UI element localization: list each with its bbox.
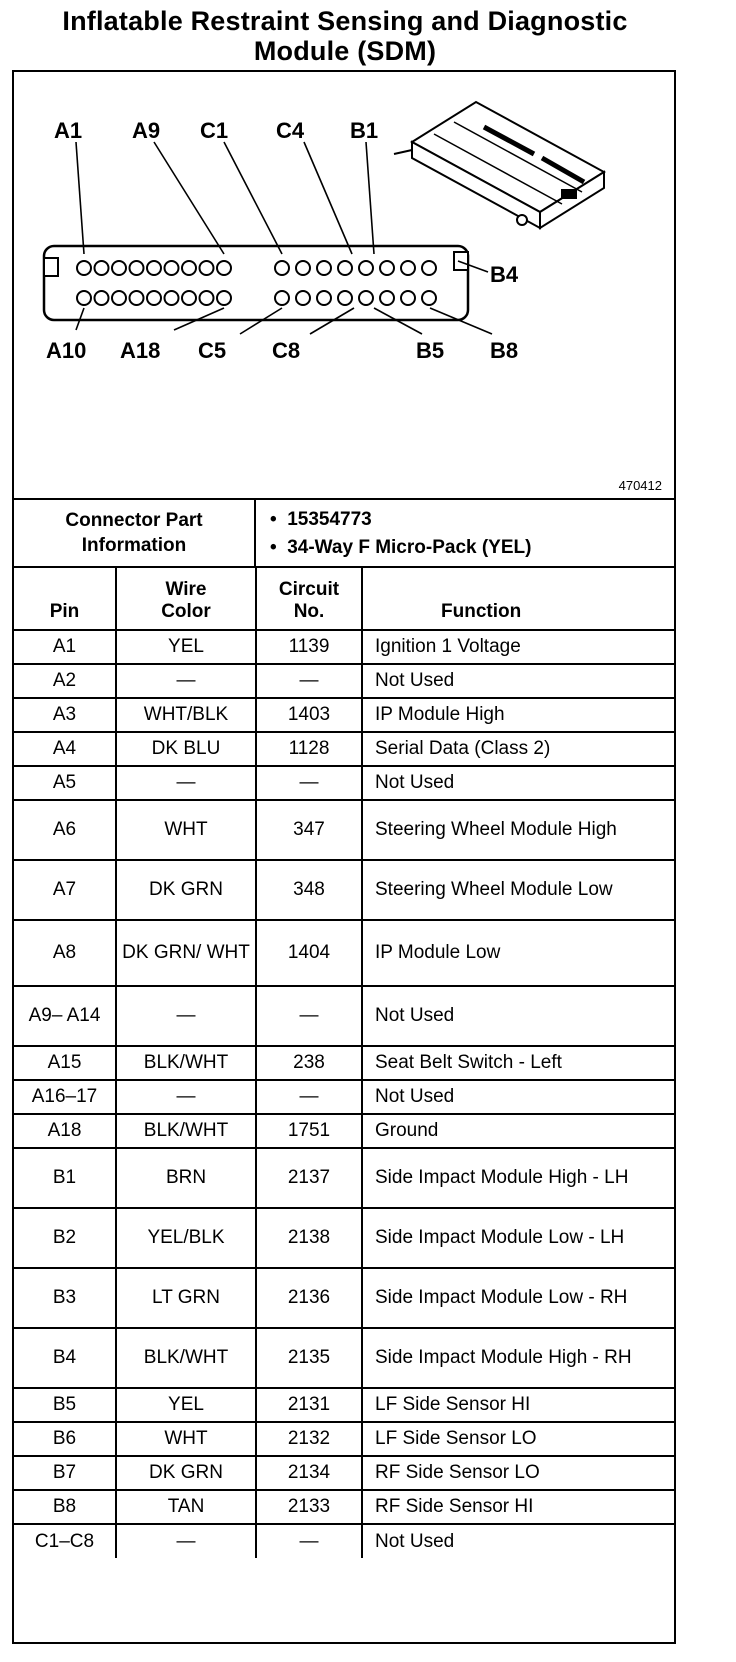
- function-cell: Side Impact Module Low - RH: [362, 1268, 674, 1328]
- pin-hole: [147, 291, 161, 305]
- wire-color-cell: DK BLU: [116, 732, 256, 766]
- pin-hole: [380, 261, 394, 275]
- pin-hole: [130, 291, 144, 305]
- label-c1: C1: [200, 118, 229, 143]
- pin-hole: [77, 261, 91, 275]
- wire-color-cell: YEL/BLK: [116, 1208, 256, 1268]
- function-cell: Ignition 1 Voltage: [362, 630, 674, 664]
- circuit-cell: 2138: [256, 1208, 362, 1268]
- table-row: [14, 664, 674, 698]
- header-wire-color: Wire Color: [116, 568, 256, 630]
- pin-cell: B1: [14, 1148, 116, 1208]
- pin-hole: [165, 291, 179, 305]
- table-header-row: [14, 568, 674, 630]
- table-row: [14, 1268, 674, 1328]
- label-c4: C4: [276, 118, 305, 143]
- pin-hole: [95, 261, 109, 275]
- function-cell: Seat Belt Switch - Left: [362, 1046, 674, 1080]
- table-row: [14, 1114, 674, 1148]
- header-circuit-no: Circuit No.: [256, 568, 362, 630]
- circuit-cell: 238: [256, 1046, 362, 1080]
- pin-hole: [380, 291, 394, 305]
- pin-hole: [401, 291, 415, 305]
- function-cell: Not Used: [362, 986, 674, 1046]
- circuit-cell: —: [256, 1524, 362, 1558]
- pin-hole: [130, 261, 144, 275]
- header-pin: Pin: [14, 568, 116, 630]
- pin-cell: A16–17: [14, 1080, 116, 1114]
- pin-cell: A15: [14, 1046, 116, 1080]
- pinout-rows: [14, 630, 674, 1558]
- pin-hole: [275, 261, 289, 275]
- pin-hole: [275, 291, 289, 305]
- table-row: [14, 1456, 674, 1490]
- label-a1: A1: [54, 118, 83, 143]
- table-row: [14, 800, 674, 860]
- wire-color-cell: DK GRN: [116, 1456, 256, 1490]
- label-a10: A10: [46, 338, 87, 363]
- pin-hole: [401, 261, 415, 275]
- table-row: [14, 860, 674, 920]
- label-b4: B4: [490, 262, 519, 287]
- circuit-cell: —: [256, 986, 362, 1046]
- label-c5: C5: [198, 338, 227, 363]
- circuit-cell: 2131: [256, 1388, 362, 1422]
- wire-color-cell: BLK/WHT: [116, 1328, 256, 1388]
- function-cell: Ground: [362, 1114, 674, 1148]
- pin-hole: [77, 291, 91, 305]
- label-b1: B1: [350, 118, 379, 143]
- function-cell: Steering Wheel Module High: [362, 800, 674, 860]
- table-row: [14, 1148, 674, 1208]
- circuit-cell: —: [256, 1080, 362, 1114]
- wire-color-cell: DK GRN: [116, 860, 256, 920]
- label-c8: C8: [272, 338, 301, 363]
- connector-part-label: Connector Part Information: [14, 500, 256, 566]
- circuit-cell: 1403: [256, 698, 362, 732]
- pin-hole: [182, 261, 196, 275]
- wire-color-cell: BLK/WHT: [116, 1046, 256, 1080]
- wire-color-cell: BLK/WHT: [116, 1114, 256, 1148]
- pin-hole: [422, 291, 436, 305]
- connector-diagram: [14, 72, 674, 500]
- function-cell: LF Side Sensor HI: [362, 1388, 674, 1422]
- function-cell: LF Side Sensor LO: [362, 1422, 674, 1456]
- wire-color-cell: —: [116, 1524, 256, 1558]
- table-row: [14, 1422, 674, 1456]
- wire-color-cell: —: [116, 766, 256, 800]
- pin-hole: [200, 291, 214, 305]
- wire-color-cell: YEL: [116, 630, 256, 664]
- table-row: [14, 1490, 674, 1524]
- pin-hole: [338, 291, 352, 305]
- wire-color-cell: BRN: [116, 1148, 256, 1208]
- pin-cell: B5: [14, 1388, 116, 1422]
- function-cell: Not Used: [362, 1080, 674, 1114]
- circuit-cell: 347: [256, 800, 362, 860]
- pin-hole: [317, 261, 331, 275]
- pin-cell: B4: [14, 1328, 116, 1388]
- pin-cell: A5: [14, 766, 116, 800]
- wire-color-cell: TAN: [116, 1490, 256, 1524]
- function-cell: Not Used: [362, 664, 674, 698]
- function-cell: Serial Data (Class 2): [362, 732, 674, 766]
- function-cell: Side Impact Module Low - LH: [362, 1208, 674, 1268]
- pin-hole: [296, 291, 310, 305]
- function-cell: IP Module Low: [362, 920, 674, 986]
- connector-part-description: • 34-Way F Micro-Pack (YEL): [270, 534, 672, 562]
- pin-cell: B2: [14, 1208, 116, 1268]
- pin-cell: B8: [14, 1490, 116, 1524]
- table-row: [14, 1524, 674, 1558]
- pin-cell: B3: [14, 1268, 116, 1328]
- pin-hole: [217, 261, 231, 275]
- circuit-cell: 2133: [256, 1490, 362, 1524]
- label-a9: A9: [132, 118, 161, 143]
- function-cell: Not Used: [362, 766, 674, 800]
- connector-3d-icon: [394, 102, 604, 228]
- connector-face: [44, 246, 468, 320]
- pin-cell: C1–C8: [14, 1524, 116, 1558]
- wire-color-cell: WHT/BLK: [116, 698, 256, 732]
- wire-color-cell: —: [116, 664, 256, 698]
- wire-color-cell: YEL: [116, 1388, 256, 1422]
- pin-cell: A9– A14: [14, 986, 116, 1046]
- connector-part-number: • 15354773: [270, 506, 672, 534]
- circuit-cell: 2134: [256, 1456, 362, 1490]
- figure-number: 470412: [618, 478, 662, 493]
- table-row: [14, 986, 674, 1046]
- page-title: [0, 6, 690, 66]
- pin-hole: [359, 291, 373, 305]
- function-cell: Side Impact Module High - RH: [362, 1328, 674, 1388]
- circuit-cell: 2137: [256, 1148, 362, 1208]
- wire-color-cell: DK GRN/ WHT: [116, 920, 256, 986]
- pin-cell: A3: [14, 698, 116, 732]
- connector-sheet: [12, 70, 676, 1644]
- wire-color-cell: —: [116, 986, 256, 1046]
- pin-hole: [165, 261, 179, 275]
- label-a18: A18: [120, 338, 161, 363]
- table-row: [14, 1046, 674, 1080]
- wire-color-cell: WHT: [116, 800, 256, 860]
- pin-cell: A6: [14, 800, 116, 860]
- pin-hole: [182, 291, 196, 305]
- table-row: [14, 1080, 674, 1114]
- table-row: [14, 1388, 674, 1422]
- pin-cell: B6: [14, 1422, 116, 1456]
- wire-color-cell: —: [116, 1080, 256, 1114]
- pin-cell: A4: [14, 732, 116, 766]
- pin-hole: [200, 261, 214, 275]
- pin-cell: A18: [14, 1114, 116, 1148]
- label-b8: B8: [490, 338, 519, 363]
- table-row: [14, 766, 674, 800]
- pin-cell: B7: [14, 1456, 116, 1490]
- circuit-cell: 2135: [256, 1328, 362, 1388]
- header-function: Function: [362, 568, 674, 630]
- pin-hole: [317, 291, 331, 305]
- pin-hole: [296, 261, 310, 275]
- pin-hole: [95, 291, 109, 305]
- wire-color-cell: LT GRN: [116, 1268, 256, 1328]
- table-row: [14, 1328, 674, 1388]
- label-b5: B5: [416, 338, 445, 363]
- table-row: [14, 732, 674, 766]
- pin-cell: A7: [14, 860, 116, 920]
- title-line-1: Inflatable Restraint Sensing and Diagnostic: [62, 6, 628, 36]
- pin-hole: [112, 261, 126, 275]
- function-cell: Steering Wheel Module Low: [362, 860, 674, 920]
- circuit-cell: —: [256, 664, 362, 698]
- pin-cell: A8: [14, 920, 116, 986]
- circuit-cell: 1128: [256, 732, 362, 766]
- function-cell: Not Used: [362, 1524, 674, 1558]
- pin-hole: [112, 291, 126, 305]
- pin-hole: [147, 261, 161, 275]
- pin-hole: [338, 261, 352, 275]
- pin-hole: [422, 261, 436, 275]
- table-row: [14, 698, 674, 732]
- pin-cell: A2: [14, 664, 116, 698]
- circuit-cell: 1139: [256, 630, 362, 664]
- table-row: [14, 1208, 674, 1268]
- pin-hole: [359, 261, 373, 275]
- function-cell: RF Side Sensor LO: [362, 1456, 674, 1490]
- pinout-table: [14, 568, 674, 1558]
- connector-part-info: [14, 500, 674, 568]
- pin-hole: [217, 291, 231, 305]
- pin-cell: A1: [14, 630, 116, 664]
- connector-illustration: [14, 72, 674, 500]
- wire-color-cell: WHT: [116, 1422, 256, 1456]
- circuit-cell: 1404: [256, 920, 362, 986]
- function-cell: Side Impact Module High - LH: [362, 1148, 674, 1208]
- circuit-cell: 2136: [256, 1268, 362, 1328]
- connector-part-list: [258, 500, 672, 566]
- table-row: [14, 920, 674, 986]
- circuit-cell: —: [256, 766, 362, 800]
- function-cell: RF Side Sensor HI: [362, 1490, 674, 1524]
- circuit-cell: 348: [256, 860, 362, 920]
- function-cell: IP Module High: [362, 698, 674, 732]
- table-row: [14, 630, 674, 664]
- title-line-2: Module (SDM): [253, 36, 437, 66]
- circuit-cell: 2132: [256, 1422, 362, 1456]
- circuit-cell: 1751: [256, 1114, 362, 1148]
